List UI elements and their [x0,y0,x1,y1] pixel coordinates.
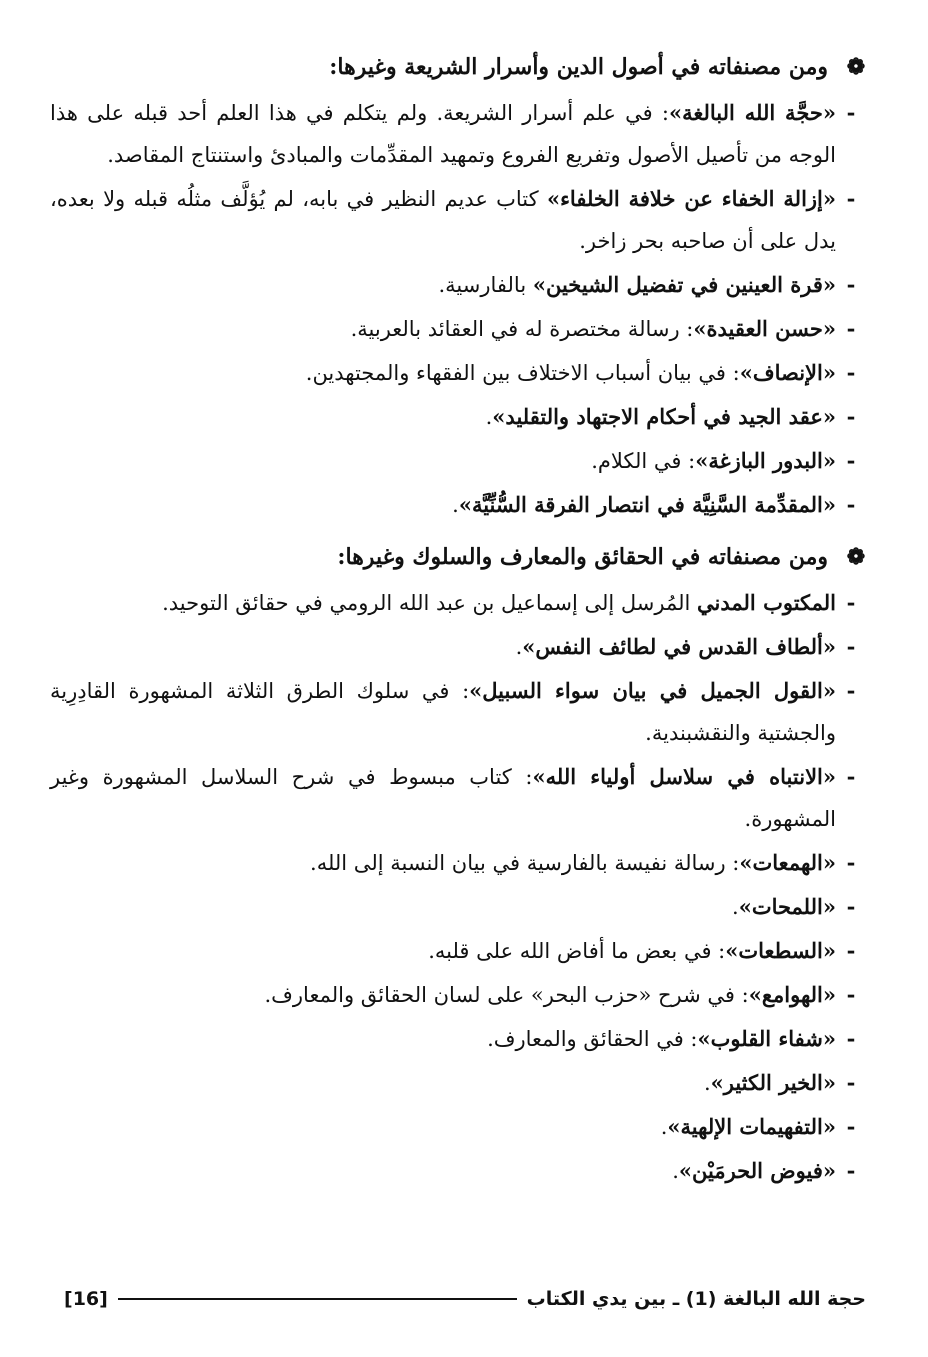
book-title: «قرة العينين في تفضيل الشيخين» [532,272,836,297]
book-description: . [672,1159,679,1183]
book-description: : في علم أسرار الشريعة. ولم يتكلم في هذا العلم أحد قبله على هذا الوجه من تأصيل الأصول وتفريع الفروع وتمهيد المقدِّمات والمبادئ واستنتاج المقاصد. [50,101,836,167]
bullet-dash: - [846,404,856,429]
bullet-dash: - [846,764,856,789]
book-description: . [732,895,739,919]
running-title: حجة الله البالغة (1) ـ بين يدي الكتاب [526,1288,866,1310]
book-description: . [485,405,493,429]
book-description: كتاب عديم النظير في بابه، لم يُؤلَّف مثلُه قبله ولا بعده، يدل على أن صاحبه بحر زاخر. [50,187,836,253]
book-title: «الخير الكثير» [710,1070,836,1095]
bullet-dash: - [846,1070,856,1095]
book-title: «عقد الجيد في أحكام الاجتهاد والتقليد» [492,404,836,429]
list-item-text [50,756,836,840]
book-description: . [515,635,523,659]
section-heading-text: ومن مصنفاته في أصول الدين وأسرار الشريعة وغيرها: [329,54,828,80]
list-item-text [50,484,836,526]
list-item-text [50,308,836,350]
list-item [50,670,866,754]
bullet-dash: - [846,186,856,211]
book-title: «حجَّة الله البالغة» [668,100,836,125]
book-description: : في الكلام. [591,449,696,473]
bullet-dash: - [846,938,856,963]
book-title: «الإنصاف» [739,360,836,385]
bullet-dash: - [846,492,856,517]
list-item [50,1062,866,1104]
book-description: : رسالة نفيسة بالفارسية في بيان النسبة إلى الله. [310,851,740,875]
book-title: «الهوامع» [748,982,836,1007]
list-item [50,886,866,928]
book-description: : في بيان أسباب الاختلاف بين الفقهاء والمجتهدين. [305,361,740,385]
list-item-text [50,178,836,262]
list-item-text [50,930,836,972]
book-title: «إزالة الخفاء عن خلافة الخلفاء» [546,186,836,211]
bullet-dash: - [846,850,856,875]
list-item [50,396,866,438]
list-item-text [50,352,836,394]
book-description: : رسالة مختصرة له في العقائد بالعربية. [350,317,694,341]
list-item [50,308,866,350]
book-title: «ألطاف القدس في لطائف النفس» [522,634,836,659]
book-title: المكتوب المدني [697,590,836,615]
list-item-text [50,1150,836,1192]
book-description: . [703,1071,711,1095]
list-item-text [50,670,836,754]
bullet-dash: - [846,100,856,125]
flower-ornament-icon: ❁ [846,544,866,570]
list-item-text [50,626,836,668]
bullet-dash: - [846,1114,856,1139]
list-item [50,178,866,262]
section-heading-usul [50,50,866,84]
footer-divider [118,1298,517,1300]
list-item [50,264,866,306]
book-title: «الانتباه في سلاسل أولياء الله» [532,764,837,789]
bullet-dash: - [846,360,856,385]
list-item [50,92,866,176]
page-footer [64,1288,866,1310]
book-title: «المقدِّمة السَّنِيَّة في انتصار الفرقة السُّنِّيَّة» [458,492,836,517]
book-description: بالفارسية. [438,273,533,297]
book-title: «التفهيمات الإلهية» [667,1114,836,1139]
list-item [50,484,866,526]
list-item [50,1106,866,1148]
book-description: . [660,1115,668,1139]
list-item-text [50,1106,836,1148]
list-item [50,352,866,394]
list-item [50,756,866,840]
bullet-dash: - [846,1026,856,1051]
book-title: «اللمحات» [738,894,836,919]
bullet-dash: - [846,448,856,473]
list-item-text [50,582,836,624]
book-title: «شفاء القلوب» [697,1026,836,1051]
bullet-dash: - [846,894,856,919]
book-description: : في الحقائق والمعارف. [487,1027,698,1051]
list-item [50,930,866,972]
bullet-dash: - [846,590,856,615]
bullet-dash: - [846,634,856,659]
book-title: «القول الجميل في بيان سواء السبيل» [469,678,836,703]
page-number: [16] [64,1288,108,1310]
list-item-text [50,1062,836,1104]
list-item-text [50,886,836,928]
list-item-text [50,396,836,438]
book-description: . [452,493,459,517]
list-item-text [50,264,836,306]
list-item-text [50,1018,836,1060]
list-item-text [50,440,836,482]
list-item [50,582,866,624]
book-description: المُرسل إلى إسماعيل بن عبد الله الرومي في حقائق التوحيد. [162,591,698,615]
section-heading-text: ومن مصنفاته في الحقائق والمعارف والسلوك وغيرها: [337,544,828,570]
bullet-dash: - [846,316,856,341]
flower-ornament-icon: ❁ [846,54,866,80]
list-item [50,1018,866,1060]
book-title: «الهمعات» [739,850,836,875]
book-title: «فيوض الحرمَيْن» [678,1158,836,1183]
book-title: «السطعات» [725,938,836,963]
list-item [50,1150,866,1192]
bullet-dash: - [846,678,856,703]
bullet-dash: - [846,272,856,297]
list-usul [50,92,866,526]
list-item-text [50,842,836,884]
list-haqaiq [50,582,866,1192]
book-description: : في شرح «حزب البحر» على لسان الحقائق والمعارف. [264,983,749,1007]
book-description: : في بعض ما أفاض الله على قلبه. [428,939,726,963]
list-item-text [50,974,836,1016]
book-description: : كتاب مبسوط في شرح السلاسل المشهورة وغير المشهورة. [50,765,836,831]
list-item [50,440,866,482]
bullet-dash: - [846,982,856,1007]
bullet-dash: - [846,1158,856,1183]
list-item-text [50,92,836,176]
book-title: «حسن العقيدة» [693,316,836,341]
list-item [50,974,866,1016]
book-title: «البدور البازغة» [695,448,836,473]
section-heading-haqaiq [50,540,866,574]
list-item [50,626,866,668]
book-description: : في سلوك الطرق الثلاثة المشهورة القادِرِية والجشتية والنقشبندية. [50,679,836,745]
list-item [50,842,866,884]
